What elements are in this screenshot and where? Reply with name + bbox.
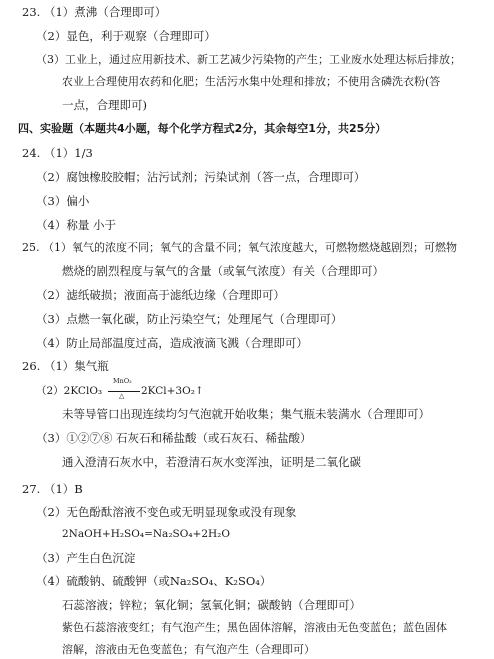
q24-part4: （4）称量 小于 bbox=[36, 218, 116, 232]
equation-catalyst: MnO₂ bbox=[113, 377, 132, 385]
q25-part2: （2）滤纸破损；液面高于滤纸边缘（合理即可） bbox=[36, 288, 285, 302]
q25-part1-line1: 25. （1）氧气的浓度不同；氧气的含量不同；氧气浓度越大，可燃物燃烧越剧烈；可燃物 bbox=[22, 241, 457, 254]
q26-part3: （3）①②⑦⑧ 石灰石和稀盐酸（或石灰石、稀盐酸） bbox=[36, 431, 312, 445]
q25-part1-line2: 燃烧的剧烈程度与氧气的含量（或氧气浓度）有关（合理即可） bbox=[62, 264, 384, 278]
q24-part1: 24. （1）1/3 bbox=[22, 146, 93, 160]
q26-part1: 26. （1）集气瓶 bbox=[22, 359, 109, 373]
q26-part2-explanation: 未等导管口出现连续均匀气泡就开始收集；集气瓶未装满水（合理即可） bbox=[62, 407, 430, 421]
q27-part4-line3: 紫色石蕊溶液变红；有气泡产生；黑色固体溶解，溶液由无色变蓝色；蓝色固体 bbox=[62, 621, 447, 634]
equation-arrow bbox=[108, 391, 140, 392]
q24-part2: （2）腐蚀橡胶胶帽；沾污试剂；污染试剂（答一点，合理即可） bbox=[36, 170, 366, 184]
heat-symbol: △ bbox=[119, 392, 125, 400]
q26-equation-reactant: （2）2KClO₃ bbox=[36, 385, 103, 397]
q23-part2: （2）显色，利于观察（合理即可） bbox=[36, 29, 216, 43]
q23-part1: 23. （1）煮沸（合理即可） bbox=[22, 5, 167, 19]
q27-part4: （4）硫酸钠、硫酸钾（或Na₂SO₄、K₂SO₄） bbox=[36, 574, 272, 588]
q23-part3-line1: （3）工业上，通过应用新技术、新工艺减少污染物的产生；工业废水处理达标后排放； bbox=[36, 53, 461, 66]
q27-part2: （2）无色酚酞溶液不变色或无明显现象或没有现象 bbox=[36, 505, 297, 519]
q23-part3-line2: 农业上合理使用农药和化肥；生活污水集中处理和排放；不使用含磷洗衣粉(答 bbox=[62, 75, 441, 88]
q24-part3: （3）偏小 bbox=[36, 194, 90, 208]
q23-part3-line3: 一点，合理即可) bbox=[62, 98, 147, 112]
q25-part4: （4）防止局部温度过高，造成液滴飞溅（合理即可） bbox=[36, 336, 308, 350]
q27-part3: （3）产生白色沉淀 bbox=[36, 551, 136, 565]
q25-part3: （3）点燃一氧化碳，防止污染空气；处理尾气（合理即可） bbox=[36, 312, 343, 326]
q26-equation-products: 2KCl+3O₂↑ bbox=[141, 385, 204, 397]
section-heading: 四、实验题（本题共4小题，每个化学方程式2分，其余每空1分，共25分） bbox=[18, 122, 387, 135]
q27-part4-line4: 溶解，溶液由无色变蓝色；有气泡产生（合理即可） bbox=[62, 643, 315, 656]
q26-part3-line2: 通入澄清石灰水中，若澄清石灰水变浑浊，证明是二氧化碳 bbox=[62, 455, 361, 469]
q27-part4-line2: 石蕊溶液；锌粒；氧化铜；氢氧化铜；碳酸钠（合理即可） bbox=[62, 598, 361, 612]
q27-part2-equation: 2NaOH+H₂SO₄=Na₂SO₄+2H₂O bbox=[62, 528, 230, 540]
q27-part1: 27. （1）B bbox=[22, 482, 83, 496]
